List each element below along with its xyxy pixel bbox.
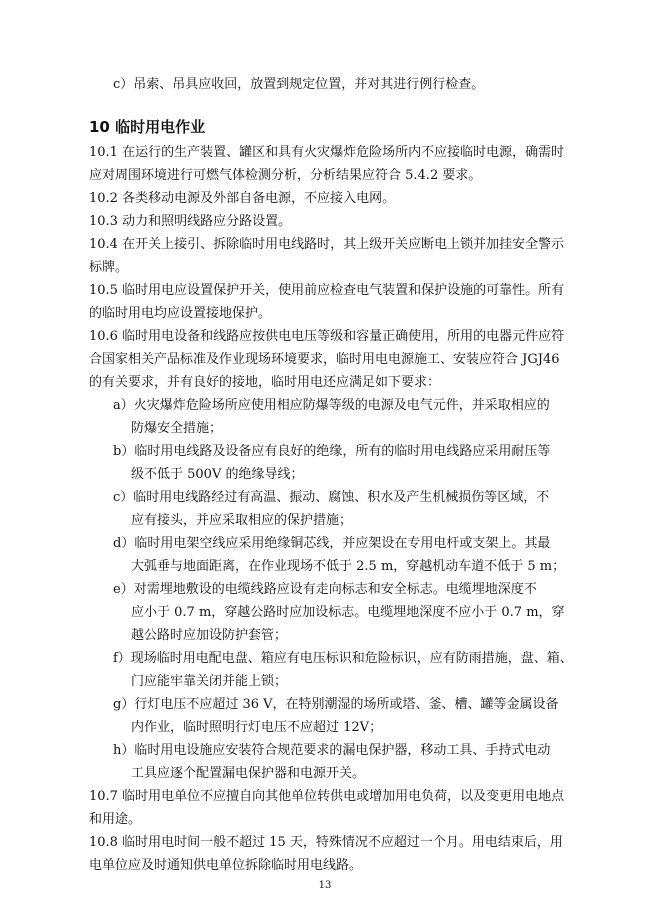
list-item-continuation: 应小于 0.7 m，穿越公路时应加设标志。电缆埋地深度不应小于 0.7 m，穿 bbox=[131, 605, 565, 620]
list-item-continuation: 级不低于 500V 的绝缘导线； bbox=[131, 467, 304, 482]
list-item-h: h）临时用电设施应安装符合规范要求的漏电保护器，移动工具、手持式电动 bbox=[113, 743, 551, 758]
list-item-c2: c）临时用电线路经过有高温、振动、腐蚀、积水及产生机械损伤等区域，不 bbox=[113, 490, 550, 505]
paragraph-line: 10.4 在开关上接引、拆除临时用电线路时，其上级开关应断电上锁并加挂安全警示 bbox=[89, 237, 565, 252]
paragraph-line: 10.1 在运行的生产装置、罐区和具有火灾爆炸危险场所内不应接临时电源，确需时 bbox=[89, 145, 565, 160]
paragraph-line: 10.5 临时用电应设置保护开关，使用前应检查电气装置和保护设施的可靠性。所有 bbox=[89, 283, 565, 298]
section-title: 10 临时用电作业 bbox=[89, 118, 206, 136]
paragraph-line: 的临时用电均应设置接地保护。 bbox=[89, 306, 272, 321]
list-item-continuation: 越公路时应加设防护套管； bbox=[131, 628, 288, 643]
paragraph-line: 标牌。 bbox=[89, 260, 129, 275]
list-item-f: f）现场临时用电配电盘、箱应有电压标识和危险标识，应有防雨措施，盘、箱、 bbox=[113, 651, 573, 666]
list-item-d: d）临时用电架空线应采用绝缘铜芯线，并应架设在专用电杆或支架上。其最 bbox=[113, 536, 551, 551]
list-item-continuation: 应有接头，并应采取相应的保护措施； bbox=[131, 513, 353, 528]
paragraph-line: 10.8 临时用电时间一般不超过 15 天，特殊情况不应超过一个月。用电结束后，用 bbox=[89, 835, 563, 850]
list-item-continuation: 门应能牢靠关闭并能上锁； bbox=[131, 674, 288, 689]
paragraph-line: 10.3 动力和照明线路应分路设置。 bbox=[89, 214, 292, 229]
list-item-b: b）临时用电线路及设备应有良好的绝缘，所有的临时用电线路应采用耐压等 bbox=[113, 444, 551, 459]
paragraph-line: 和用途。 bbox=[89, 812, 142, 827]
list-item-continuation: 工具应逐个配置漏电保护器和电源开关。 bbox=[131, 766, 366, 781]
paragraph-line: 的有关要求，并有良好的接地，临时用电还应满足如下要求： bbox=[89, 375, 441, 390]
list-item-e: e）对需埋地敷设的电缆线路应设有走向标志和安全标志。电缆埋地深度不 bbox=[113, 582, 537, 597]
paragraph-line: 10.6 临时用电设备和线路应按供电电压等级和容量正确使用，所用的电器元件应符 bbox=[89, 329, 565, 344]
list-item-continuation: 防爆安全措施； bbox=[131, 421, 223, 436]
paragraph-line: 10.7 临时用电单位不应擅自向其他单位转供电或增加用电负荷，以及变更用电地点 bbox=[89, 789, 565, 804]
list-item-continuation: 大弧垂与地面距离，在作业现场不低于 2.5 m，穿越机动车道不低于 5 m； bbox=[131, 559, 566, 574]
list-item-a: a）火灾爆炸危险场所应使用相应防爆等级的电源及电气元件，并采取相应的 bbox=[113, 398, 550, 413]
list-item-g: g）行灯电压不应超过 36 V，在特别潮湿的场所或塔、釜、槽、罐等金属设备 bbox=[113, 697, 559, 712]
paragraph-line: 10.2 各类移动电源及外部自备电源，不应接入电网。 bbox=[89, 191, 396, 206]
paragraph-line: 电单位应及时通知供电单位拆除临时用电线路。 bbox=[89, 858, 363, 873]
list-item-continuation: 内作业，临时照明行灯电压不应超过 12V； bbox=[131, 720, 383, 735]
paragraph-line: 合国家相关产品标准及作业现场环境要求，临时用电电源施工、安装应符合 JGJ46 bbox=[89, 352, 560, 367]
page-number: 13 bbox=[318, 880, 332, 891]
paragraph-line: 应对周围环境进行可燃气体检测分析，分析结果应符合 5.4.2 要求。 bbox=[89, 168, 482, 183]
list-item-c: c）吊索、吊具应收回，放置到规定位置，并对其进行例行检查。 bbox=[113, 77, 485, 92]
